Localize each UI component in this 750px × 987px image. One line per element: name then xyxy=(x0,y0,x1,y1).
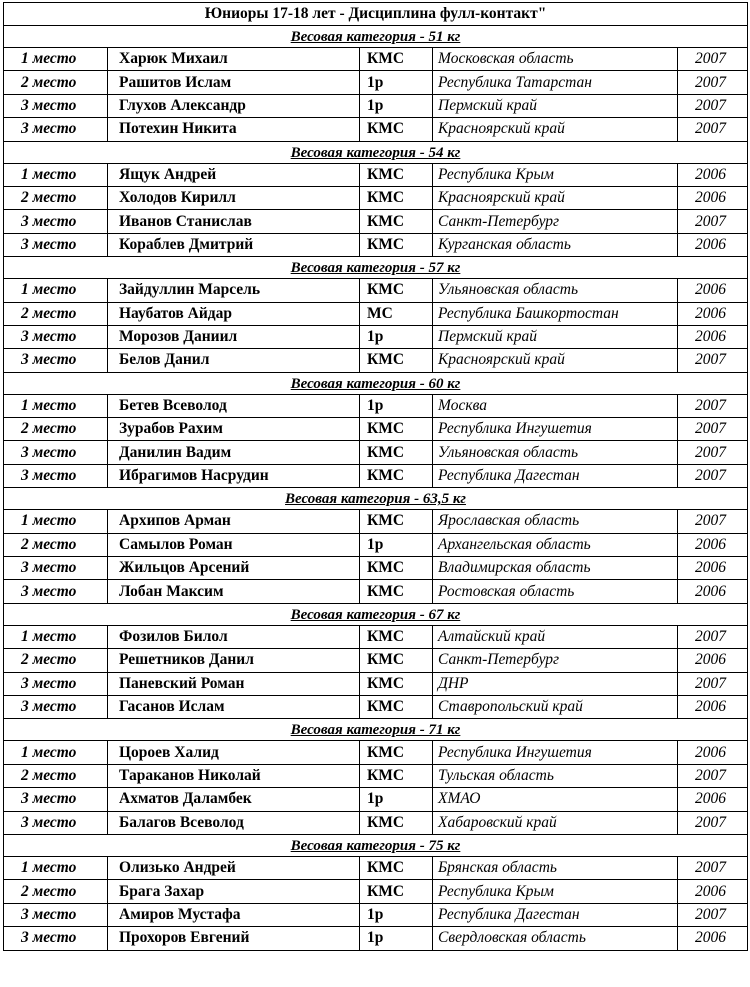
weight-category-label: Весовая категория - 71 кг xyxy=(4,719,748,741)
rank-cell: КМС xyxy=(360,48,433,71)
birth-year-cell: 2007 xyxy=(678,71,748,94)
weight-category-row xyxy=(4,141,748,163)
birth-year-cell: 2007 xyxy=(678,118,748,141)
birth-year-cell: 2007 xyxy=(678,349,748,372)
rank-cell: КМС xyxy=(360,210,433,233)
birth-year-cell: 2006 xyxy=(678,533,748,556)
place-cell: 3 место xyxy=(4,580,108,603)
birth-year-cell: 2006 xyxy=(678,279,748,302)
rank-cell: КМС xyxy=(360,441,433,464)
birth-year-cell: 2007 xyxy=(678,48,748,71)
region-cell: Красноярский край xyxy=(433,349,678,372)
region-cell: Брянская область xyxy=(433,856,678,879)
athlete-name-cell: Кораблев Дмитрий xyxy=(108,233,360,256)
athlete-name-cell: Белов Данил xyxy=(108,349,360,372)
athlete-name-cell: Фозилов Билол xyxy=(108,625,360,648)
weight-category-row xyxy=(4,834,748,856)
place-cell: 1 место xyxy=(4,163,108,186)
birth-year-cell: 2006 xyxy=(678,163,748,186)
birth-year-cell: 2006 xyxy=(678,695,748,718)
table-row xyxy=(4,741,748,764)
athlete-name-cell: Архипов Арман xyxy=(108,510,360,533)
birth-year-cell: 2006 xyxy=(678,580,748,603)
table-row xyxy=(4,625,748,648)
table-row xyxy=(4,672,748,695)
athlete-name-cell: Самылов Роман xyxy=(108,533,360,556)
athlete-name-cell: Ибрагимов Насрудин xyxy=(108,464,360,487)
region-cell: Республика Крым xyxy=(433,163,678,186)
athlete-name-cell: Цороев Халид xyxy=(108,741,360,764)
table-row xyxy=(4,71,748,94)
athlete-name-cell: Олизько Андрей xyxy=(108,856,360,879)
birth-year-cell: 2007 xyxy=(678,811,748,834)
region-cell: Санкт-Петербург xyxy=(433,210,678,233)
place-cell: 3 место xyxy=(4,233,108,256)
athlete-name-cell: Бетев Всеволод xyxy=(108,394,360,417)
rank-cell: КМС xyxy=(360,856,433,879)
table-row xyxy=(4,856,748,879)
table-row xyxy=(4,788,748,811)
region-cell: Красноярский край xyxy=(433,186,678,209)
rank-cell: КМС xyxy=(360,625,433,648)
athlete-name-cell: Решетников Данил xyxy=(108,649,360,672)
birth-year-cell: 2006 xyxy=(678,302,748,325)
place-cell: 3 место xyxy=(4,788,108,811)
place-cell: 3 место xyxy=(4,464,108,487)
weight-category-row xyxy=(4,603,748,625)
birth-year-cell: 2006 xyxy=(678,927,748,950)
place-cell: 2 место xyxy=(4,71,108,94)
place-cell: 2 место xyxy=(4,649,108,672)
region-cell: Свердловская область xyxy=(433,927,678,950)
region-cell: Пермский край xyxy=(433,325,678,348)
region-cell: ХМАО xyxy=(433,788,678,811)
athlete-name-cell: Харюк Михаил xyxy=(108,48,360,71)
place-cell: 3 место xyxy=(4,903,108,926)
athlete-name-cell: Паневский Роман xyxy=(108,672,360,695)
birth-year-cell: 2007 xyxy=(678,856,748,879)
table-row xyxy=(4,394,748,417)
athlete-name-cell: Брага Захар xyxy=(108,880,360,903)
birth-year-cell: 2007 xyxy=(678,210,748,233)
birth-year-cell: 2007 xyxy=(678,903,748,926)
results-table-body xyxy=(4,3,748,951)
place-cell: 3 место xyxy=(4,210,108,233)
table-row xyxy=(4,510,748,533)
place-cell: 2 место xyxy=(4,764,108,787)
place-cell: 2 место xyxy=(4,302,108,325)
place-cell: 2 место xyxy=(4,418,108,441)
table-row xyxy=(4,695,748,718)
birth-year-cell: 2006 xyxy=(678,788,748,811)
rank-cell: КМС xyxy=(360,557,433,580)
weight-category-row xyxy=(4,372,748,394)
birth-year-cell: 2007 xyxy=(678,510,748,533)
weight-category-row xyxy=(4,719,748,741)
region-cell: Архангельская область xyxy=(433,533,678,556)
rank-cell: КМС xyxy=(360,349,433,372)
athlete-name-cell: Потехин Никита xyxy=(108,118,360,141)
place-cell: 1 место xyxy=(4,48,108,71)
place-cell: 3 место xyxy=(4,349,108,372)
rank-cell: 1р xyxy=(360,533,433,556)
birth-year-cell: 2007 xyxy=(678,625,748,648)
rank-cell: МС xyxy=(360,302,433,325)
birth-year-cell: 2006 xyxy=(678,741,748,764)
place-cell: 1 место xyxy=(4,625,108,648)
athlete-name-cell: Прохоров Евгений xyxy=(108,927,360,950)
results-table xyxy=(3,2,748,951)
region-cell: Тульская область xyxy=(433,764,678,787)
table-row xyxy=(4,880,748,903)
table-row xyxy=(4,418,748,441)
athlete-name-cell: Зурабов Рахим xyxy=(108,418,360,441)
region-cell: Санкт-Петербург xyxy=(433,649,678,672)
place-cell: 2 место xyxy=(4,533,108,556)
place-cell: 3 место xyxy=(4,927,108,950)
table-row xyxy=(4,557,748,580)
region-cell: Ульяновская область xyxy=(433,441,678,464)
region-cell: Пермский край xyxy=(433,94,678,117)
place-cell: 1 место xyxy=(4,279,108,302)
athlete-name-cell: Данилин Вадим xyxy=(108,441,360,464)
region-cell: Хабаровский край xyxy=(433,811,678,834)
athlete-name-cell: Зайдуллин Марсель xyxy=(108,279,360,302)
rank-cell: КМС xyxy=(360,279,433,302)
rank-cell: КМС xyxy=(360,233,433,256)
table-row xyxy=(4,279,748,302)
birth-year-cell: 2006 xyxy=(678,880,748,903)
table-row xyxy=(4,349,748,372)
table-row xyxy=(4,441,748,464)
table-row xyxy=(4,186,748,209)
table-row xyxy=(4,464,748,487)
table-row xyxy=(4,118,748,141)
region-cell: Ставропольский край xyxy=(433,695,678,718)
region-cell: ДНР xyxy=(433,672,678,695)
rank-cell: КМС xyxy=(360,672,433,695)
birth-year-cell: 2006 xyxy=(678,186,748,209)
athlete-name-cell: Амиров Мустафа xyxy=(108,903,360,926)
birth-year-cell: 2007 xyxy=(678,464,748,487)
birth-year-cell: 2007 xyxy=(678,441,748,464)
table-row xyxy=(4,903,748,926)
table-row xyxy=(4,210,748,233)
region-cell: Алтайский край xyxy=(433,625,678,648)
birth-year-cell: 2007 xyxy=(678,394,748,417)
weight-category-label: Весовая категория - 63,5 кг xyxy=(4,488,748,510)
birth-year-cell: 2006 xyxy=(678,649,748,672)
rank-cell: КМС xyxy=(360,695,433,718)
birth-year-cell: 2007 xyxy=(678,418,748,441)
place-cell: 1 место xyxy=(4,856,108,879)
region-cell: Владимирская область xyxy=(433,557,678,580)
rank-cell: КМС xyxy=(360,764,433,787)
title-row xyxy=(4,3,748,26)
athlete-name-cell: Жильцов Арсений xyxy=(108,557,360,580)
weight-category-row xyxy=(4,257,748,279)
birth-year-cell: 2006 xyxy=(678,233,748,256)
weight-category-label: Весовая категория - 67 кг xyxy=(4,603,748,625)
place-cell: 2 место xyxy=(4,186,108,209)
table-row xyxy=(4,811,748,834)
rank-cell: КМС xyxy=(360,880,433,903)
place-cell: 3 место xyxy=(4,672,108,695)
place-cell: 3 место xyxy=(4,441,108,464)
athlete-name-cell: Балагов Всеволод xyxy=(108,811,360,834)
place-cell: 3 место xyxy=(4,811,108,834)
table-row xyxy=(4,927,748,950)
weight-category-label: Весовая категория - 75 кг xyxy=(4,834,748,856)
table-title: Юниоры 17-18 лет - Дисциплина фулл-контакт" xyxy=(4,3,748,26)
rank-cell: КМС xyxy=(360,163,433,186)
weight-category-label: Весовая категория - 54 кг xyxy=(4,141,748,163)
region-cell: Ярославская область xyxy=(433,510,678,533)
rank-cell: КМС xyxy=(360,580,433,603)
birth-year-cell: 2007 xyxy=(678,94,748,117)
weight-category-label: Весовая категория - 57 кг xyxy=(4,257,748,279)
athlete-name-cell: Морозов Даниил xyxy=(108,325,360,348)
rank-cell: КМС xyxy=(360,118,433,141)
rank-cell: 1р xyxy=(360,94,433,117)
weight-category-row xyxy=(4,488,748,510)
table-row xyxy=(4,233,748,256)
rank-cell: КМС xyxy=(360,418,433,441)
region-cell: Республика Татарстан xyxy=(433,71,678,94)
rank-cell: КМС xyxy=(360,741,433,764)
table-row xyxy=(4,649,748,672)
place-cell: 1 место xyxy=(4,741,108,764)
rank-cell: 1р xyxy=(360,394,433,417)
region-cell: Ульяновская область xyxy=(433,279,678,302)
birth-year-cell: 2007 xyxy=(678,672,748,695)
rank-cell: КМС xyxy=(360,811,433,834)
athlete-name-cell: Ящук Андрей xyxy=(108,163,360,186)
table-row xyxy=(4,302,748,325)
athlete-name-cell: Наубатов Айдар xyxy=(108,302,360,325)
region-cell: Красноярский край xyxy=(433,118,678,141)
birth-year-cell: 2007 xyxy=(678,764,748,787)
athlete-name-cell: Рашитов Ислам xyxy=(108,71,360,94)
place-cell: 3 место xyxy=(4,557,108,580)
weight-category-label: Весовая категория - 51 кг xyxy=(4,26,748,48)
athlete-name-cell: Тараканов Николай xyxy=(108,764,360,787)
table-row xyxy=(4,163,748,186)
place-cell: 3 место xyxy=(4,325,108,348)
table-row xyxy=(4,764,748,787)
region-cell: Республика Дагестан xyxy=(433,464,678,487)
place-cell: 1 место xyxy=(4,394,108,417)
athlete-name-cell: Холодов Кирилл xyxy=(108,186,360,209)
table-row xyxy=(4,533,748,556)
rank-cell: КМС xyxy=(360,464,433,487)
region-cell: Ростовская область xyxy=(433,580,678,603)
region-cell: Москва xyxy=(433,394,678,417)
table-row xyxy=(4,94,748,117)
place-cell: 2 место xyxy=(4,880,108,903)
athlete-name-cell: Иванов Станислав xyxy=(108,210,360,233)
region-cell: Московская область xyxy=(433,48,678,71)
rank-cell: КМС xyxy=(360,649,433,672)
place-cell: 1 место xyxy=(4,510,108,533)
table-row xyxy=(4,325,748,348)
place-cell: 3 место xyxy=(4,695,108,718)
rank-cell: 1р xyxy=(360,788,433,811)
region-cell: Республика Дагестан xyxy=(433,903,678,926)
region-cell: Республика Ингушетия xyxy=(433,418,678,441)
rank-cell: 1р xyxy=(360,903,433,926)
table-row xyxy=(4,580,748,603)
weight-category-label: Весовая категория - 60 кг xyxy=(4,372,748,394)
region-cell: Республика Крым xyxy=(433,880,678,903)
rank-cell: КМС xyxy=(360,186,433,209)
table-row xyxy=(4,48,748,71)
athlete-name-cell: Глухов Александр xyxy=(108,94,360,117)
region-cell: Республика Башкортостан xyxy=(433,302,678,325)
rank-cell: 1р xyxy=(360,71,433,94)
birth-year-cell: 2006 xyxy=(678,325,748,348)
athlete-name-cell: Ахматов Даламбек xyxy=(108,788,360,811)
rank-cell: 1р xyxy=(360,927,433,950)
region-cell: Республика Ингушетия xyxy=(433,741,678,764)
rank-cell: 1р xyxy=(360,325,433,348)
athlete-name-cell: Гасанов Ислам xyxy=(108,695,360,718)
birth-year-cell: 2006 xyxy=(678,557,748,580)
region-cell: Курганская область xyxy=(433,233,678,256)
place-cell: 3 место xyxy=(4,118,108,141)
weight-category-row xyxy=(4,26,748,48)
athlete-name-cell: Лобан Максим xyxy=(108,580,360,603)
place-cell: 3 место xyxy=(4,94,108,117)
rank-cell: КМС xyxy=(360,510,433,533)
